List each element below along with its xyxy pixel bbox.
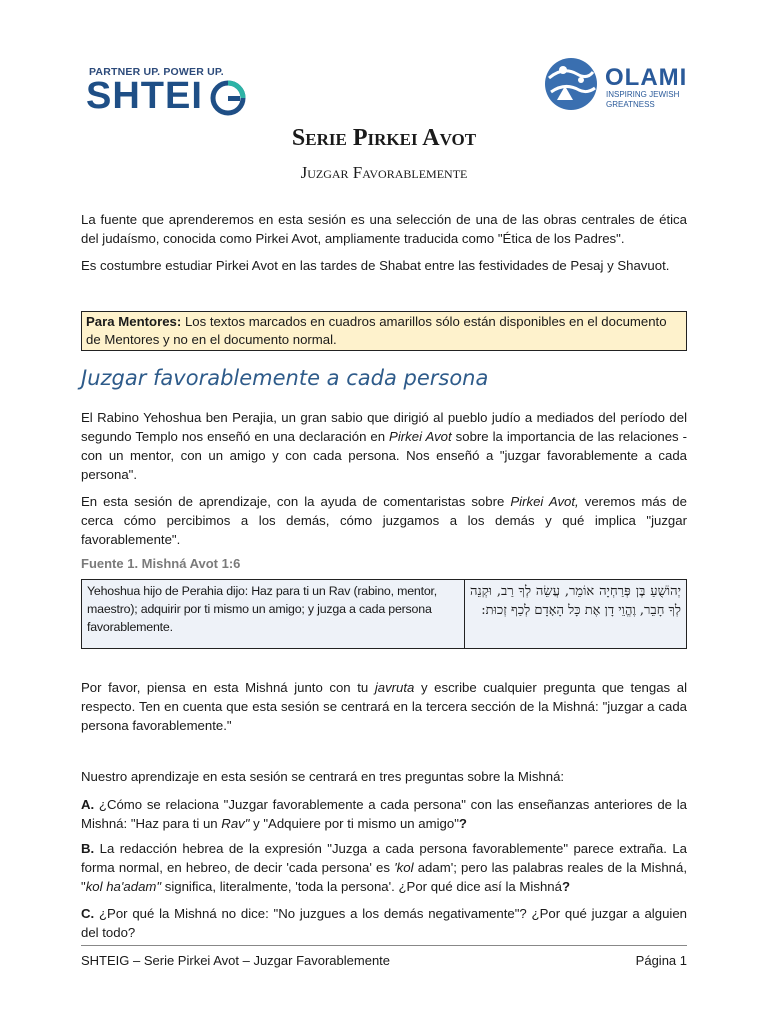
footer-divider [81, 945, 687, 946]
body-paragraph-1 [81, 408, 687, 484]
question-label: A. [81, 797, 95, 812]
question-c [81, 904, 687, 942]
question-a [81, 795, 687, 833]
question-b [81, 839, 687, 896]
document-subtitle: Juzgar Favorablemente [300, 163, 468, 182]
olami-wordmark: OLAMI [605, 64, 688, 91]
text-run: y escribe cualquier pregunta que tengas al respecto. Ten en cuenta que esta sesión se centrará en la tercera sección de la Mishná: "juzgar a cada persona favorablemente." [81, 680, 687, 733]
source-label: Fuente 1. Mishná Avot 1:6 [81, 556, 241, 571]
page-number: Página 1 [635, 953, 687, 968]
body-paragraph-3 [81, 678, 687, 735]
text-run: La redacción hebrea de la expresión "Juzga a cada persona favorablemente" parece extraña. La forma normal, en hebreo, de decir 'cada persona' es [81, 841, 687, 875]
text-run: sobre la importancia de las relaciones - con un mentor, con un amigo y con cada persona. Nos enseñó a "juzgar favorablemente a cada persona". [81, 429, 687, 482]
text-run: En esta sesión de aprendizaje, con la ayuda de comentaristas sobre [81, 494, 511, 509]
emphasis-text: Pirkei Avot [389, 429, 452, 444]
body-paragraph-4: Nuestro aprendizaje en esta sesión se centrará en tres preguntas sobre la Mishná: [81, 769, 565, 784]
mentor-note-text: Los textos marcados en cuadros amarillos sólo están disponibles en el documento de Mentores y no en el documento normal. [86, 314, 667, 347]
text-run: Por favor, piensa en esta Mishná junto con tu [81, 680, 375, 695]
emphasis-text: Rav" [221, 816, 250, 831]
emphasis-text: kol ha'adam" [85, 879, 162, 894]
text-run: El Rabino Yehoshua ben Perajia, un gran sabio que dirigió al pueblo judío a mediados del período del segundo Templo nos enseñó en una declaración en [81, 410, 687, 444]
document-title: Serie Pirkei Avot [291, 125, 477, 151]
source-hebrew-text: יְהוֹשֻׁעַ בֶּן פְּרַחְיָה אוֹמֵר, עֲשֵׂה לְךָ רַב, וּקְנֵה לְךָ חָבֵר, וֶהֱוֵי דָן אֶת כָּל הָאָדָם לְכַף זְכוּת: [465, 580, 687, 649]
text-run: ¿Cómo se relaciona "Juzgar favorablemente a cada persona" con las enseñanzas anteriores de la Mishná: "Haz para ti un [81, 797, 687, 831]
emphasis-text: Pirkei Avot, [510, 494, 579, 509]
olami-globe-icon [543, 56, 599, 112]
shteig-wordmark: SHTEI [86, 75, 203, 117]
olami-logo [543, 56, 693, 114]
question-label: B. [81, 841, 95, 856]
text-run: ¿Por qué la Mishná no dice: "No juzgues a los demás negativamente"? ¿Por qué juzgar a alguien del todo? [81, 906, 687, 940]
question-mark: ? [458, 816, 467, 831]
text-run: veremos más de cerca cómo percibimos a los demás, cómo juzgamos a los demás y qué implica "juzgar favorablemente". [81, 494, 687, 547]
question-mark: ? [561, 879, 571, 894]
source-table [81, 579, 687, 649]
body-paragraph-2 [81, 492, 687, 549]
emphasis-text: javruta [374, 680, 415, 695]
intro-paragraph-2: Es costumbre estudiar Pirkei Avot en las tardes de Shabat entre las festividades de Pesaj y Shavuot. [81, 258, 670, 273]
mentor-note-box [81, 311, 687, 351]
question-label: C. [81, 906, 95, 921]
shteig-logo [86, 66, 256, 120]
mentor-note-label: Para Mentores: [86, 314, 182, 329]
shteig-tagline: PARTNER UP. POWER UP. [89, 66, 224, 78]
text-run: adam'; pero las palabras reales de la Mishná, " [81, 860, 687, 894]
footer-title: SHTEIG – Serie Pirkei Avot – Juzgar Favorablemente [81, 953, 391, 968]
shteig-g-icon [210, 80, 246, 116]
text-run: y "Adquiere por ti mismo un amigo" [249, 816, 459, 831]
source-spanish-text: Yehoshua hijo de Perahia dijo: Haz para ti un Rav (rabino, mentor, maestro); adquirir por ti mismo un amigo; y juzga a cada persona favorablemente. [82, 580, 465, 649]
section-heading: Juzgar favorablemente a cada persona [81, 366, 489, 390]
text-run: significa, literalmente, 'toda la persona'. ¿Por qué dice así la Mishná [161, 879, 562, 894]
emphasis-text: 'kol [394, 860, 414, 875]
olami-tagline: INSPIRING JEWISH GREATNESS [606, 90, 680, 109]
intro-paragraph-1: La fuente que aprenderemos en esta sesión es una selección de una de las obras centrales de ética del judaísmo, conocida como Pirkei Avot, ampliamente traducida como "Ética de los Padres". [81, 212, 687, 246]
